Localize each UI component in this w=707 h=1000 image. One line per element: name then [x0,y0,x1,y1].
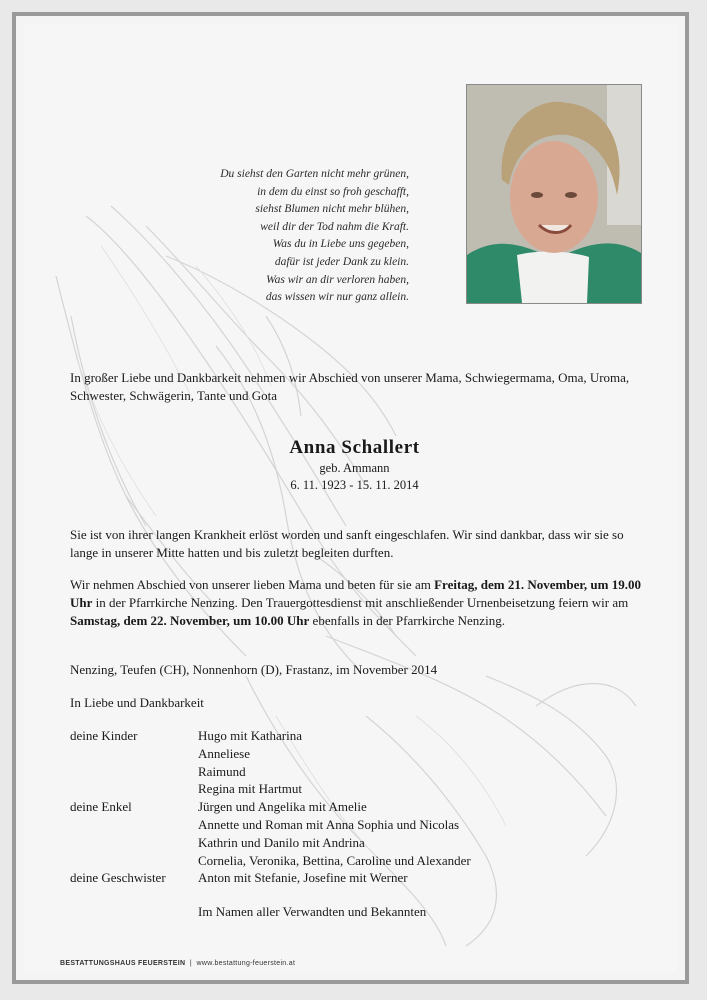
poem-line: das wissen wir nur ganz allein. [265,291,409,304]
family-relation: deine Geschwister [70,870,166,886]
family-relation [70,852,198,870]
family-names: Cornelia, Veronika, Bettina, Caroline und Alexander [198,852,471,868]
family-relation [70,834,198,852]
family-row [70,745,471,763]
funeral-date: Samstag, dem 22. November, um 10.00 Uhr [70,613,310,628]
birth-name: geb. Ammann [319,461,390,475]
family-relation [70,763,198,781]
family-row [70,869,471,887]
deceased-name: Anna Schallert [289,437,420,458]
footer [60,960,295,967]
intro-text: In großer Liebe und Dankbarkeit nehmen wir Abschied von unserer Mama, Schwiegermama, Oma, Uroma, Schwester, Schwägerin, Tante und Gota [70,370,630,403]
prayer-date: Freitag, dem 21. November, um 19.00 Uhr [70,577,641,610]
poem-line: dafür ist jeder Dank zu klein. [274,255,409,268]
obituary-card [12,12,689,984]
family-names: Regina mit Hartmut [198,781,302,797]
family-row [70,727,471,745]
footer-brand: BESTATTUNGSHAUS FEUERSTEIN [60,960,186,967]
family-relation: deine Enkel [70,799,132,815]
closing-text: Im Namen aller Verwandten und Bekannten [198,904,427,920]
family-spacer [70,887,471,903]
poem-line: Was du in Liebe uns gegeben, [272,238,409,251]
closing-indent [70,903,198,921]
family-row [70,763,471,781]
family-relation [70,780,198,798]
poem-line: Du siehst den Garten nicht mehr grünen, [220,168,409,180]
in-love-line: In Liebe und Dankbarkeit [70,695,204,710]
poem-line: weil dir der Tod nahm die Kraft. [260,220,409,233]
family-names: Jürgen und Angelika mit Amelie [198,799,367,815]
deceased-block [16,436,693,494]
family-row [70,852,471,870]
poem-line: in dem du einst so froh geschafft, [257,185,409,198]
family-relation [70,816,198,834]
family-row [70,834,471,852]
poem-line: Was wir an dir verloren haben, [266,273,409,286]
family-row [70,780,471,798]
portrait-photo [466,84,642,304]
paragraph-service [70,576,645,630]
service-text-c: in der Pfarrkirche Nenzing. Den Trauergottesdienst mit anschließender Urnenbeisetzung feiern wir am [92,595,629,610]
family-names: Hugo mit Katharina [198,728,302,743]
paragraph-release: Sie ist von ihrer langen Krankheit erlöst worden und sanft eingeschlafen. Wir sind dankbar, dass wir sie so lange in unserer Mitte hatten und bis zuletzt begleiten durften. [70,527,624,560]
service-text-a: Wir nehmen Abschied von unserer lieben Mama und beten für sie am [70,577,435,592]
family-relation: deine Kinder [70,728,138,743]
family-names: Kathrin und Danilo mit Andrina [198,834,365,850]
poem-line: siehst Blumen nicht mehr blühen, [255,203,409,216]
family-relation [70,745,198,763]
family-names: Raimund [198,763,246,779]
family-names: Anton mit Stefanie, Josefine mit Werner [198,870,408,886]
family-names: Anneliese [198,745,250,761]
memorial-poem [220,166,409,307]
family-row [70,816,471,834]
life-dates: 6. 11. 1923 - 15. 11. 2014 [290,478,419,492]
family-list [70,727,471,921]
closing-row [70,903,471,921]
footer-url[interactable]: www.bestattung-feuerstein.at [196,960,296,967]
family-names: Annette und Roman mit Anna Sophia und Nicolas [198,816,460,832]
footer-separator: | [189,960,193,967]
service-text-e: ebenfalls in der Pfarrkirche Nenzing. [309,613,505,628]
family-row [70,798,471,816]
place-date: Nenzing, Teufen (CH), Nonnenhorn (D), Frastanz, im November 2014 [70,662,438,677]
